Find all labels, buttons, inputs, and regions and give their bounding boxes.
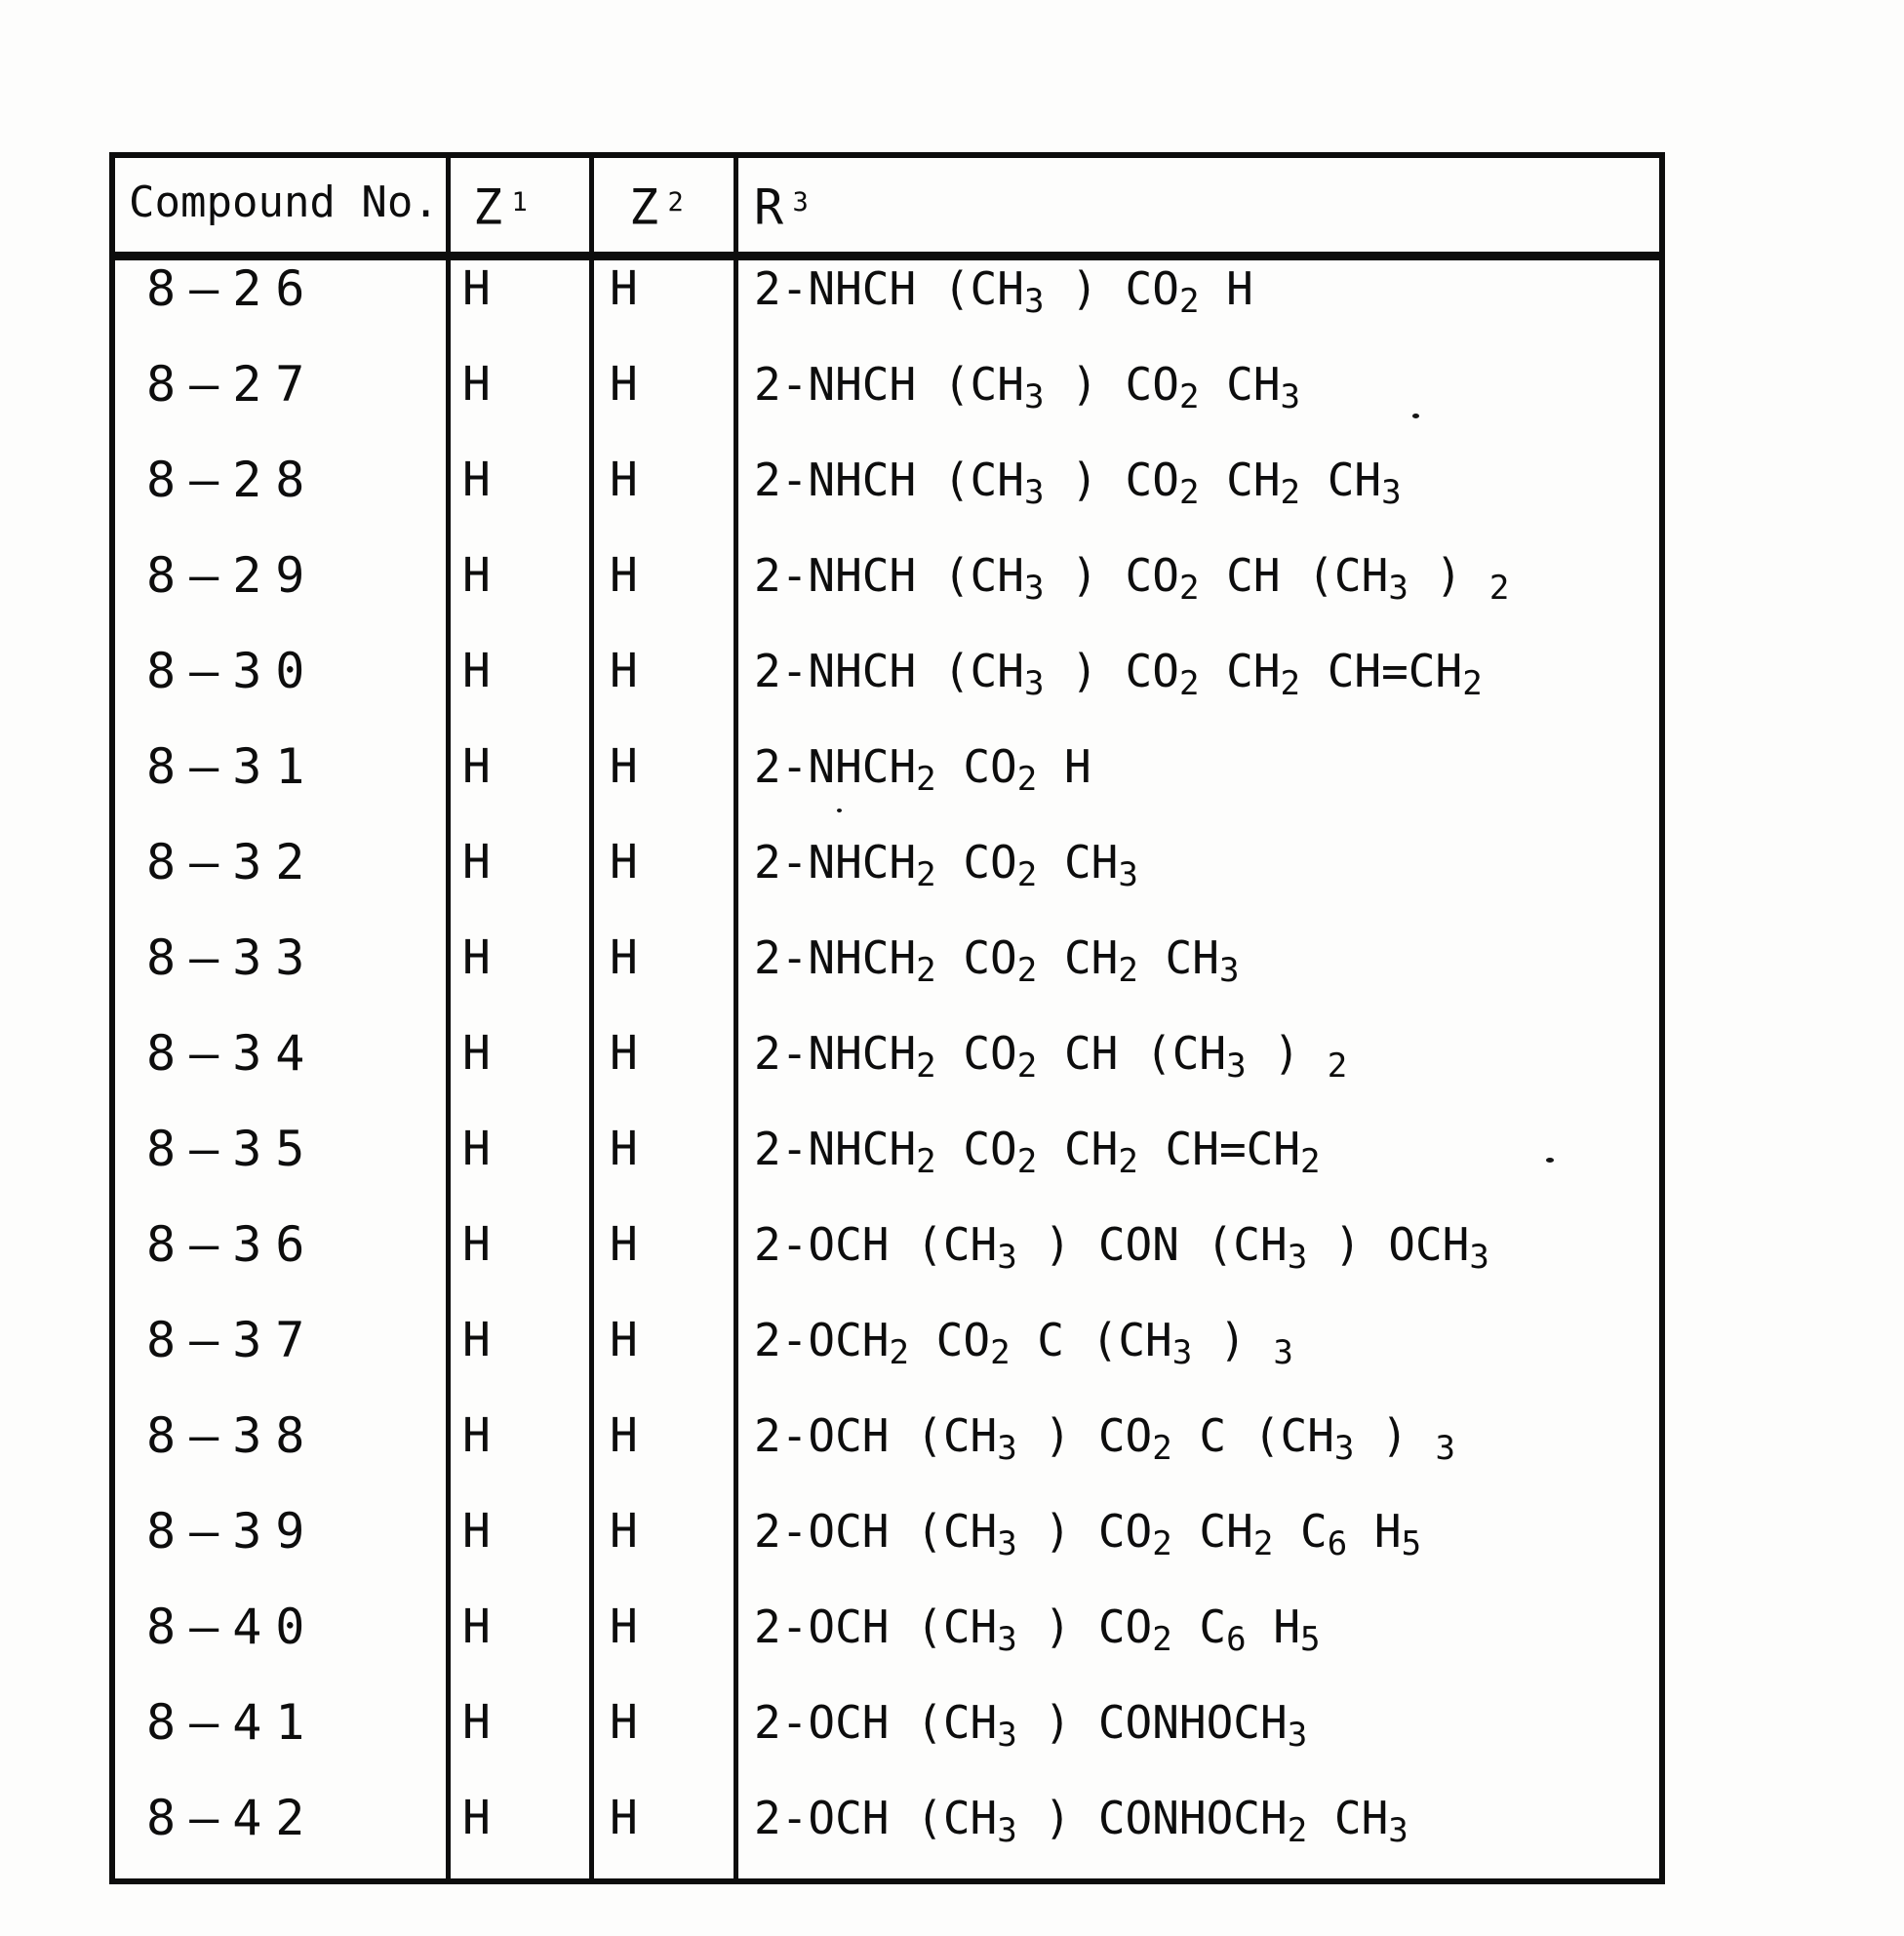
table-row — [115, 1483, 1659, 1579]
z2-cell: H — [610, 644, 638, 698]
subscript: 2 — [1462, 664, 1483, 704]
compound-table — [109, 152, 1665, 1884]
subscript: 3 — [1023, 282, 1045, 322]
superscript: 3 — [792, 187, 809, 217]
compound-no-cell: 8—42 — [146, 1790, 319, 1846]
r3-formula-cell: $2-NHCH_2$ $CO_2$ CH ($CH_3$ ) $_2$ — [754, 1027, 1348, 1087]
column-header-z1 — [473, 158, 528, 252]
compound-no-cell: 8—28 — [146, 452, 319, 508]
r3-formula-cell: $2-NHCH_2$ $CO_2$ $CH_3$ — [754, 836, 1138, 895]
compound-no-cell: 8—40 — [146, 1599, 319, 1655]
subscript: 3 — [997, 1716, 1017, 1756]
r3-formula-cell: 2-NHCH ($CH_3$ ) $CO_2$ $CH_2$ $CH_3$ — [754, 454, 1402, 513]
compound-no-cell: 8—30 — [146, 643, 319, 699]
z2-cell: H — [610, 1026, 638, 1081]
subscript: 3 — [1469, 1238, 1489, 1278]
table-row — [115, 1579, 1659, 1675]
subscript: 2 — [1016, 855, 1038, 895]
subscript: 2 — [916, 951, 936, 991]
compound-no-cell: 8—29 — [146, 547, 319, 604]
subscript: 3 — [1023, 473, 1045, 513]
table-row — [115, 528, 1659, 623]
subscript: 2 — [1280, 664, 1301, 704]
subscript: 3 — [1280, 377, 1301, 417]
z2-cell: H — [610, 1122, 638, 1176]
subscript: 2 — [1300, 1142, 1321, 1182]
compound-no-cell: 8—33 — [146, 929, 319, 986]
r3-formula-cell: 2-NHCH ($CH_3$ ) $CO_2$ CH ($CH_3$ ) $_2$ — [754, 549, 1510, 609]
subscript: 6 — [1327, 1524, 1348, 1564]
z1-cell: H — [462, 739, 491, 794]
column-header-r3 — [754, 158, 809, 252]
subscript: 3 — [1171, 1333, 1193, 1373]
z1-cell: H — [462, 1122, 491, 1176]
subscript: 2 — [1152, 1524, 1172, 1564]
compound-no-cell: 8—37 — [146, 1312, 319, 1368]
subscript: 2 — [1118, 1142, 1138, 1182]
table-row — [115, 814, 1659, 910]
subscript: 2 — [1152, 1620, 1172, 1660]
table-row — [115, 1675, 1659, 1770]
table-row — [115, 1388, 1659, 1483]
z1-cell: H — [462, 1600, 491, 1654]
r3-formula-cell: $2-NHCH_2$ $CO_2$ $CH_2$ $CH_3$ — [754, 931, 1240, 991]
compound-no-cell: 8—31 — [146, 738, 319, 795]
subscript: 2 — [1252, 1524, 1274, 1564]
z2-cell: H — [610, 1313, 638, 1367]
subscript: 3 — [1381, 473, 1402, 513]
table-row — [115, 432, 1659, 528]
subscript: 3 — [997, 1620, 1017, 1660]
ink-speck — [1546, 1158, 1554, 1163]
compound-no-cell: 8—39 — [146, 1503, 319, 1560]
r3-formula-cell: 2-OCH ($CH_3$ ) $CO_2$ $C_6$ $H_5$ — [754, 1600, 1321, 1660]
superscript: 2 — [667, 187, 684, 217]
z1-cell: H — [462, 1026, 491, 1081]
r3-formula-cell: 2-NHCH ($CH_3$ ) $CO_2$ $CH_3$ — [754, 358, 1301, 417]
z2-cell: H — [610, 1217, 638, 1272]
table-row — [115, 1197, 1659, 1292]
z1-cell: H — [462, 835, 491, 889]
subscript: 2 — [1178, 377, 1200, 417]
subscript: 3 — [1118, 855, 1138, 895]
subscript: 2 — [1280, 473, 1301, 513]
z1-cell: H — [462, 1217, 491, 1272]
subscript: 3 — [1388, 569, 1408, 609]
z2-cell: H — [610, 930, 638, 985]
z1-cell: H — [462, 1313, 491, 1367]
subscript: 2 — [1287, 1811, 1308, 1851]
subscript: 2 — [990, 1333, 1011, 1373]
z1-cell: H — [462, 1695, 491, 1750]
subscript: 2 — [1152, 1429, 1172, 1469]
compound-no-cell: 8—32 — [146, 834, 319, 890]
subscript: 2 — [1118, 951, 1138, 991]
r3-formula-cell: $2-NHCH_2$ $CO_2$ $CH_2$ $CH=CH_2$ — [754, 1123, 1321, 1182]
subscript: 3 — [1287, 1716, 1308, 1756]
z1-cell: H — [462, 930, 491, 985]
compound-no-cell: 8—34 — [146, 1025, 319, 1082]
subscript: 2 — [1178, 282, 1200, 322]
z2-cell: H — [610, 1791, 638, 1845]
subscript: 3 — [997, 1429, 1017, 1469]
z2-cell: H — [610, 835, 638, 889]
z1-cell: H — [462, 261, 491, 316]
subscript: 3 — [1287, 1238, 1308, 1278]
superscript: 1 — [511, 187, 528, 217]
table-row — [115, 1292, 1659, 1388]
subscript: 2 — [1178, 473, 1200, 513]
subscript: 3 — [1023, 569, 1045, 609]
subscript: 2 — [916, 1047, 936, 1087]
r3-formula-cell: 2-OCH ($CH_3$ ) $CO_2$ C ($CH_3$ ) $_3$ — [754, 1409, 1455, 1469]
z1-cell: H — [462, 357, 491, 412]
r3-formula-cell: 2-OCH ($CH_3$ ) $CO_2$ $CH_2$ $C_6$ $H_5$ — [754, 1505, 1422, 1564]
subscript: 3 — [997, 1524, 1017, 1564]
compound-no-cell: 8—26 — [146, 260, 319, 317]
ink-speck — [837, 809, 842, 812]
z2-cell: H — [610, 261, 638, 316]
table-row — [115, 336, 1659, 432]
subscript: 6 — [1226, 1620, 1247, 1660]
subscript: 2 — [1178, 569, 1200, 609]
subscript: 5 — [1300, 1620, 1321, 1660]
subscript: 2 — [916, 1142, 936, 1182]
z2-cell: H — [610, 1600, 638, 1654]
table-row — [115, 719, 1659, 814]
compound-no-cell: 8—27 — [146, 356, 319, 413]
table-row — [115, 241, 1659, 336]
subscript: 2 — [1016, 1142, 1038, 1182]
subscript: 2 — [1016, 760, 1038, 800]
r3-formula-cell: 2-NHCH ($CH_3$ ) $CO_2$ H — [754, 262, 1253, 322]
column-header-compound-no — [129, 158, 439, 252]
subscript: 3 — [1333, 1429, 1355, 1469]
r3-formula-cell: $2-NHCH_2$ $CO_2$ H — [754, 740, 1091, 800]
z2-cell: H — [610, 357, 638, 412]
compound-no-cell: 8—41 — [146, 1694, 319, 1751]
subscript: 3 — [1218, 951, 1240, 991]
table-grid — [115, 158, 1659, 1878]
table-row — [115, 623, 1659, 719]
compound-no-cell: 8—36 — [146, 1216, 319, 1273]
subscript: 3 — [1273, 1333, 1293, 1373]
subscript: 2 — [1178, 664, 1200, 704]
column-header-label: Z — [629, 178, 659, 236]
compound-no-cell: 8—35 — [146, 1121, 319, 1177]
column-header-label: R — [754, 178, 784, 236]
z1-cell: H — [462, 1791, 491, 1845]
table-row — [115, 910, 1659, 1006]
z2-cell: H — [610, 1695, 638, 1750]
subscript: 2 — [1016, 1047, 1038, 1087]
r3-formula-cell: 2-OCH ($CH_3$ ) $CONHOCH_3$ — [754, 1696, 1308, 1756]
subscript: 2 — [889, 1333, 909, 1373]
r3-formula-cell: $2-OCH_2$ $CO_2$ C ($CH_3$ ) $_3$ — [754, 1314, 1293, 1373]
ink-speck — [1412, 414, 1419, 418]
subscript: 2 — [1327, 1047, 1348, 1087]
column-header-label: Compound No. — [129, 178, 439, 227]
z1-cell: H — [462, 644, 491, 698]
table-row — [115, 1770, 1659, 1866]
subscript: 3 — [1226, 1047, 1247, 1087]
z2-cell: H — [610, 548, 638, 603]
table-row — [115, 1101, 1659, 1197]
r3-formula-cell: 2-OCH ($CH_3$ ) $CONHOCH_2$ $CH_3$ — [754, 1792, 1408, 1851]
z2-cell: H — [610, 1408, 638, 1463]
subscript: 3 — [1023, 664, 1045, 704]
subscript: 2 — [916, 855, 936, 895]
subscript: 3 — [1435, 1429, 1455, 1469]
subscript: 3 — [1023, 377, 1045, 417]
column-header-label: Z — [473, 178, 503, 236]
z2-cell: H — [610, 739, 638, 794]
subscript: 3 — [1388, 1811, 1408, 1851]
subscript: 2 — [1488, 569, 1510, 609]
subscript: 5 — [1401, 1524, 1422, 1564]
r3-formula-cell: 2-OCH ($CH_3$ ) CON ($CH_3$ ) $OCH_3$ — [754, 1218, 1489, 1278]
subscript: 2 — [1016, 951, 1038, 991]
z1-cell: H — [462, 1504, 491, 1559]
r3-formula-cell: 2-NHCH ($CH_3$ ) $CO_2$ $CH_2$ $CH=CH_2$ — [754, 645, 1483, 704]
subscript: 3 — [997, 1811, 1017, 1851]
z1-cell: H — [462, 1408, 491, 1463]
z1-cell: H — [462, 548, 491, 603]
compound-no-cell: 8—38 — [146, 1407, 319, 1464]
column-header-z2 — [629, 158, 684, 252]
z2-cell: H — [610, 453, 638, 507]
table-row — [115, 1006, 1659, 1101]
z1-cell: H — [462, 453, 491, 507]
z2-cell: H — [610, 1504, 638, 1559]
subscript: 2 — [916, 760, 936, 800]
subscript: 3 — [997, 1238, 1017, 1278]
